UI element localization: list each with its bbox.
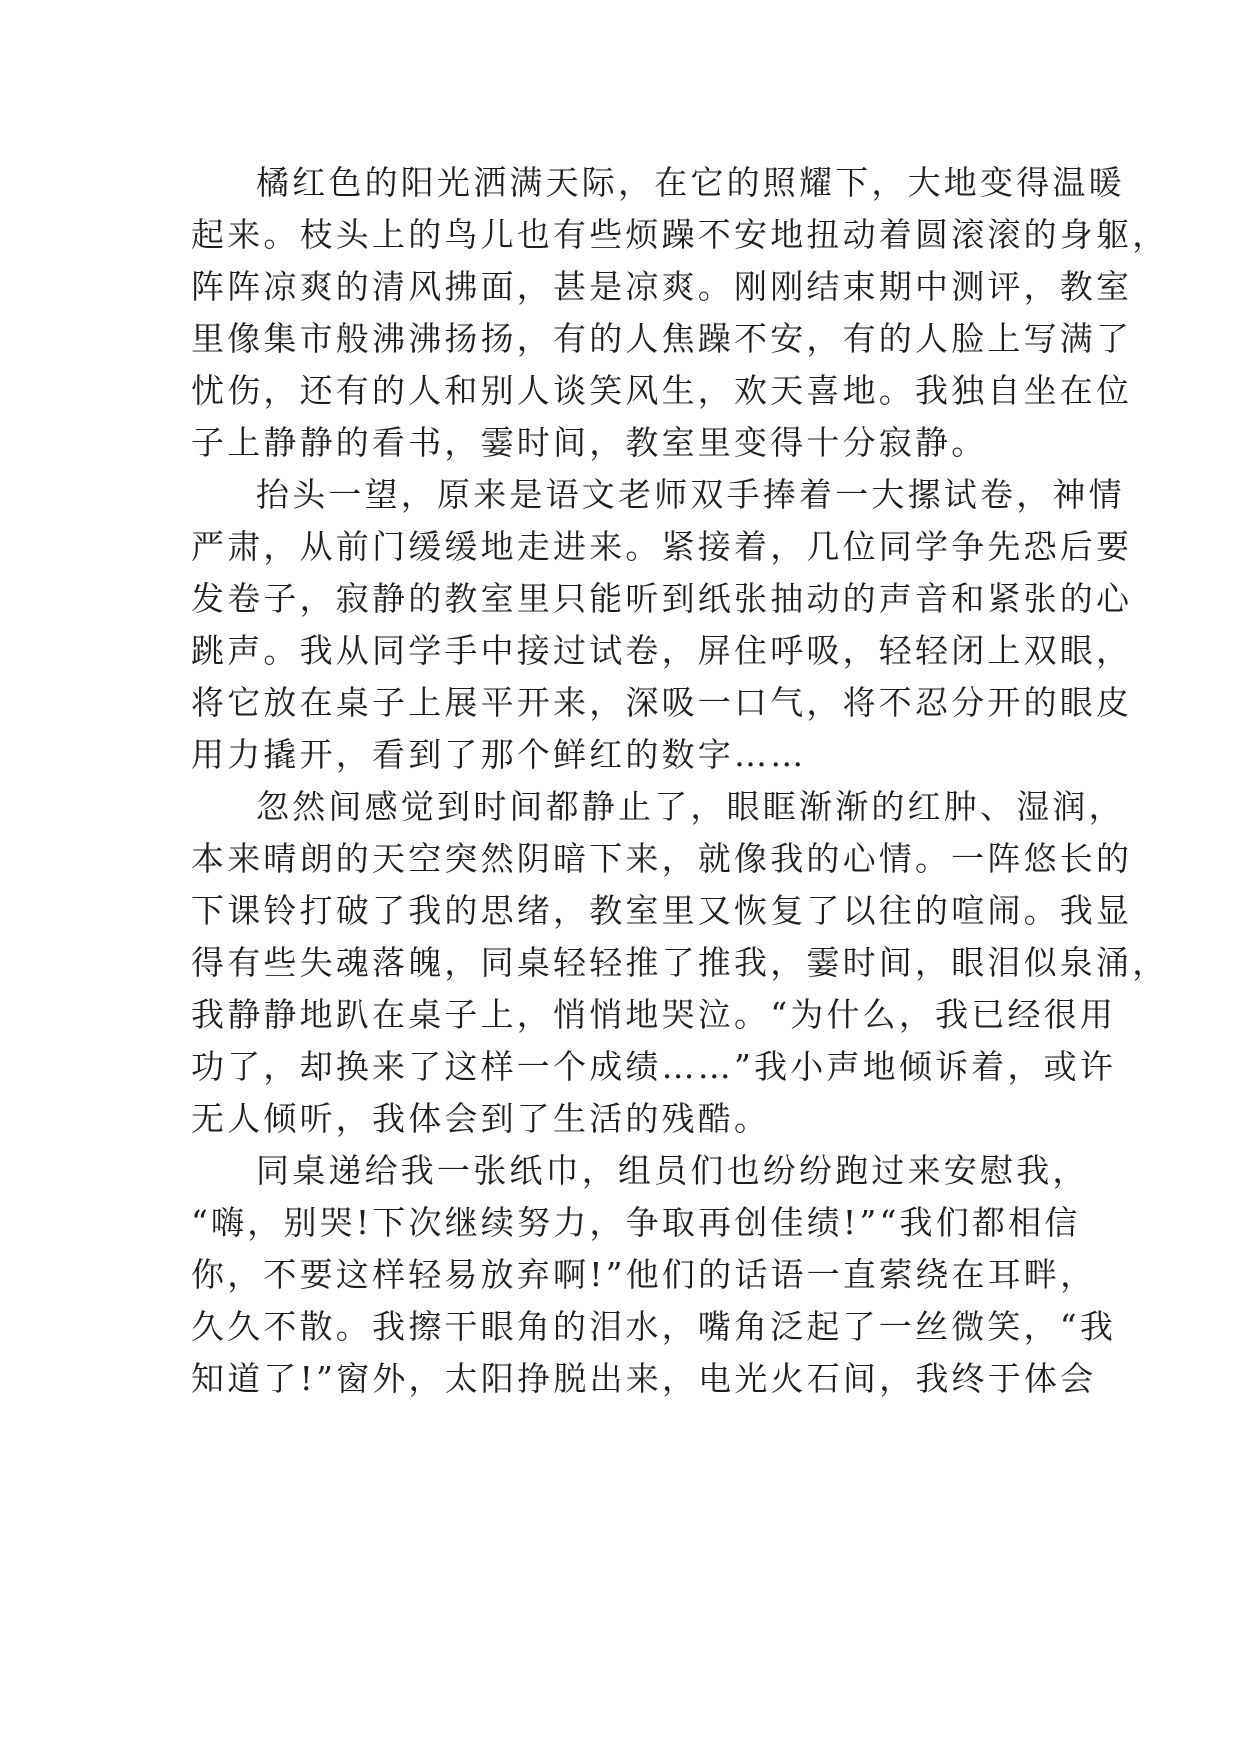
paragraph-3-line-2: 本来晴朗的天空突然阴暗下来，就像我的心情。一阵悠长的: [191, 839, 1133, 878]
paragraph-1-line-5: 忧伤，还有的人和别人谈笑风生，欢天喜地。我独自坐在位: [191, 371, 1133, 410]
paragraph-2-line-2: 严肃，从前门缓缓地走进来。紧接着，几位同学争先恐后要: [191, 527, 1133, 566]
paragraph-4-line-5: 知道了!”窗外，太阳挣脱出来，电光火石间，我终于体会: [191, 1359, 1097, 1398]
paragraph-4-line-3: 你，不要这样轻易放弃啊!”他们的话语一直萦绕在耳畔，: [191, 1255, 1097, 1294]
paragraph-3-line-5: 我静静地趴在桌子上，悄悄地哭泣。“为什么，我已经很用: [191, 995, 1117, 1034]
paragraph-3-line-4: 得有些失魂落魄，同桌轻轻推了推我，霎时间，眼泪似泉涌，: [191, 943, 1169, 982]
paragraph-1-line-3: 阵阵凉爽的清风拂面，甚是凉爽。刚刚结束期中测评，教室: [191, 267, 1133, 306]
paragraph-2-line-6: 用力撬开，看到了那个鲜红的数字……: [191, 735, 807, 774]
paragraph-1-line-1: 橘红色的阳光洒满天际，在它的照耀下，大地变得温暖: [256, 163, 1125, 202]
paragraph-1-line-4: 里像集市般沸沸扬扬，有的人焦躁不安，有的人脸上写满了: [191, 319, 1133, 358]
paragraph-2-line-1: 抬头一望，原来是语文老师双手捧着一大摞试卷，神情: [256, 475, 1125, 514]
paragraph-4-line-4: 久久不散。我擦干眼角的泪水，嘴角泛起了一丝微笑，“我: [191, 1307, 1117, 1346]
paragraph-3-line-7: 无人倾听，我体会到了生活的残酷。: [191, 1099, 771, 1138]
paragraph-4-line-1: 同桌递给我一张纸巾，组员们也纷纷跑过来安慰我，: [256, 1151, 1089, 1190]
paragraph-2-line-3: 发卷子，寂静的教室里只能听到纸张抽动的声音和紧张的心: [191, 579, 1133, 618]
paragraph-4-line-2: “嗨，别哭!下次继续努力，争取再创佳绩!”“我们都相信: [191, 1203, 1081, 1242]
paragraph-1-line-2: 起来。枝头上的鸟儿也有些烦躁不安地扭动着圆滚滚的身躯，: [191, 215, 1169, 254]
paragraph-3-line-6: 功了，却换来了这样一个成绩……”我小声地倾诉着，或许: [191, 1047, 1117, 1086]
paragraph-3-line-3: 下课铃打破了我的思绪，教室里又恢复了以往的喧闹。我显: [191, 891, 1133, 930]
paragraph-1-line-6: 子上静静的看书，霎时间，教室里变得十分寂静。: [191, 423, 988, 462]
paragraph-2-line-5: 将它放在桌子上展平开来，深吸一口气，将不忍分开的眼皮: [191, 683, 1133, 722]
paragraph-2-line-4: 跳声。我从同学手中接过试卷，屏住呼吸，轻轻闭上双眼，: [191, 631, 1133, 670]
paragraph-3-line-1: 忽然间感觉到时间都静止了，眼眶渐渐的红肿、湿润，: [256, 787, 1125, 826]
